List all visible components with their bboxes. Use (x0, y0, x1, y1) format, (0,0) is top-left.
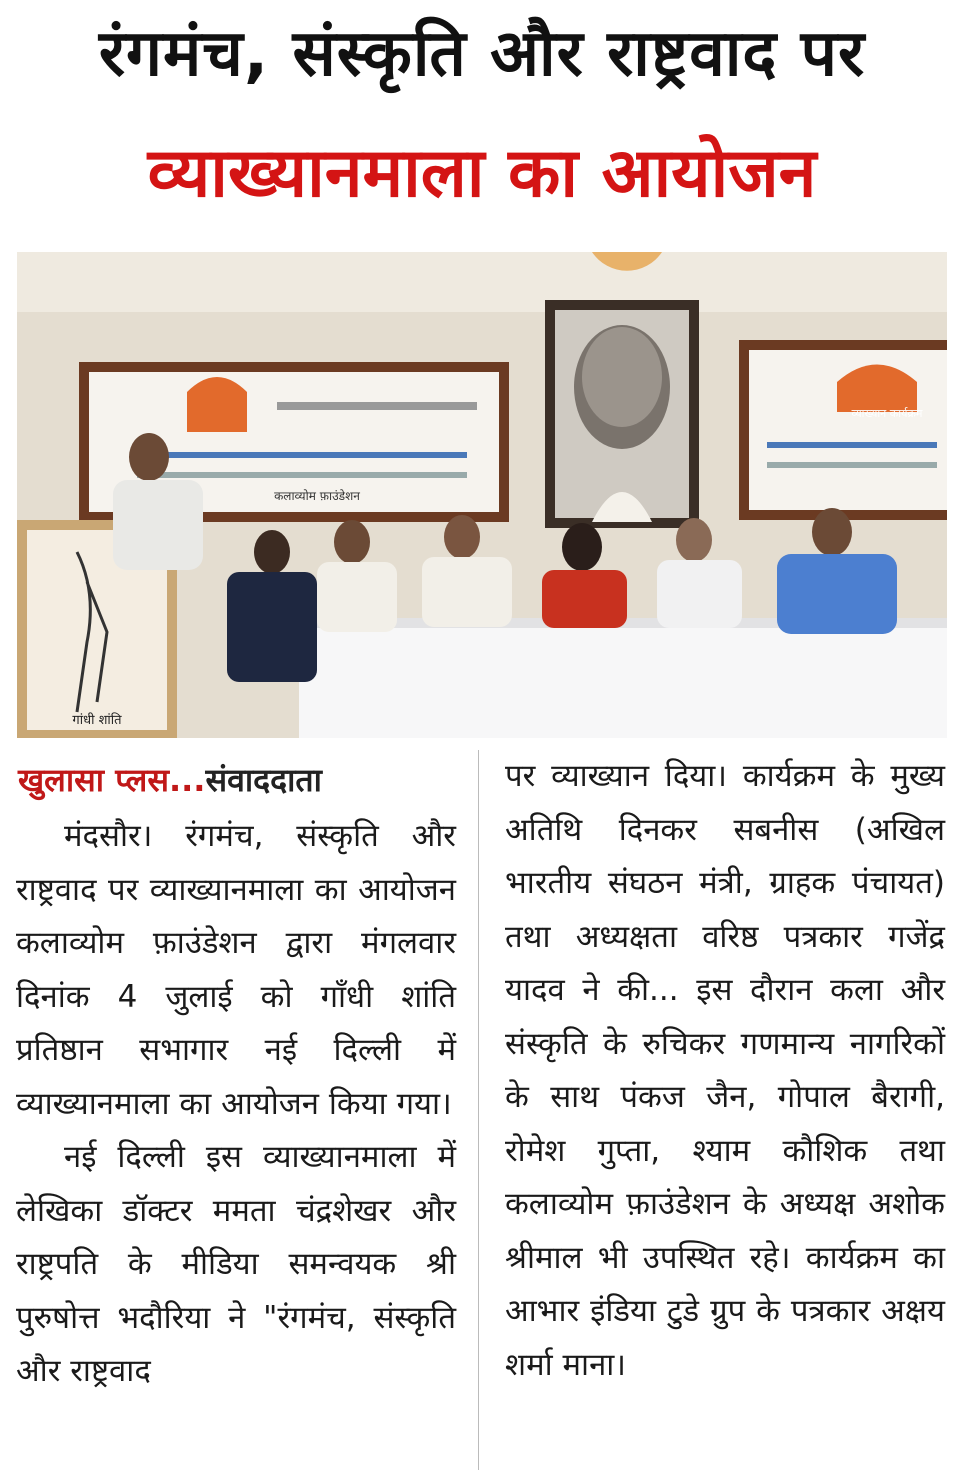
column-divider (478, 750, 479, 1470)
article-paragraph: पर व्याख्यान दिया। कार्यक्रम के मुख्य अतिथि दिनकर सबनीस (अखिल भारतीय संघठन मंत्री, ग्राहक पंचायत) तथा अध्यक्षता वरिष्ठ पत्रकार गजेंद्र यादव ने की... इस दौरान कला और संस्कृति के रुचिकर गणमान्य नागरिकों के साथ पंकज जैन, गोपाल बैरागी, रोमेश गुप्ता, श्याम कौशिक तथा कलाव्योम फ़ाउंडेशन के अध्यक्ष अशोक श्रीमाल भी उपस्थित रहे। कार्यक्रम का आभार इंडिया टुडे ग्रुप के पत्रकार अक्षय शर्मा माना। (505, 758, 945, 1383)
event-photo-illustration (17, 252, 947, 738)
article-paragraph: मंदसौर। रंगमंच, संस्कृति और राष्ट्रवाद पर व्याख्यानमाला का आयोजन कलाव्योम फ़ाउंडेशन द्वारा मंगलवार दिनांक 4 जुलाई को गाँधी शांति प्रतिष्ठान सभागार नई दिल्ली में व्याख्यानमाला का आयोजन किया गया। (16, 818, 456, 1122)
event-photo (17, 252, 947, 738)
headline-line-2: व्याख्यानमाला का आयोजन (147, 134, 817, 213)
article-column-left (16, 810, 456, 1399)
headline-line-1: रंगमंच, संस्कृति और राष्ट्रवाद पर (98, 17, 866, 91)
article-column-right (505, 750, 945, 1392)
article-paragraph: नई दिल्ली इस व्याख्यानमाला में लेखिका डॉक्टर ममता चंद्रशेखर और राष्ट्रपति के मीडिया समन्वयक श्री पुरुषोत्त भदौरिया ने "रंगमंच, संस्कृति और राष्ट्रवाद (16, 1139, 456, 1389)
banner-left-text: कलाव्योम फ़ाउंडेशन (274, 489, 360, 503)
byline-role: संवाददाता (205, 761, 322, 799)
banner-right-text: व्याख्यान कार्यक्रम (851, 407, 923, 420)
podium-text: गांधी शांति (72, 713, 122, 728)
byline-source: खुलासा प्लस... (18, 761, 206, 799)
byline (18, 757, 322, 803)
